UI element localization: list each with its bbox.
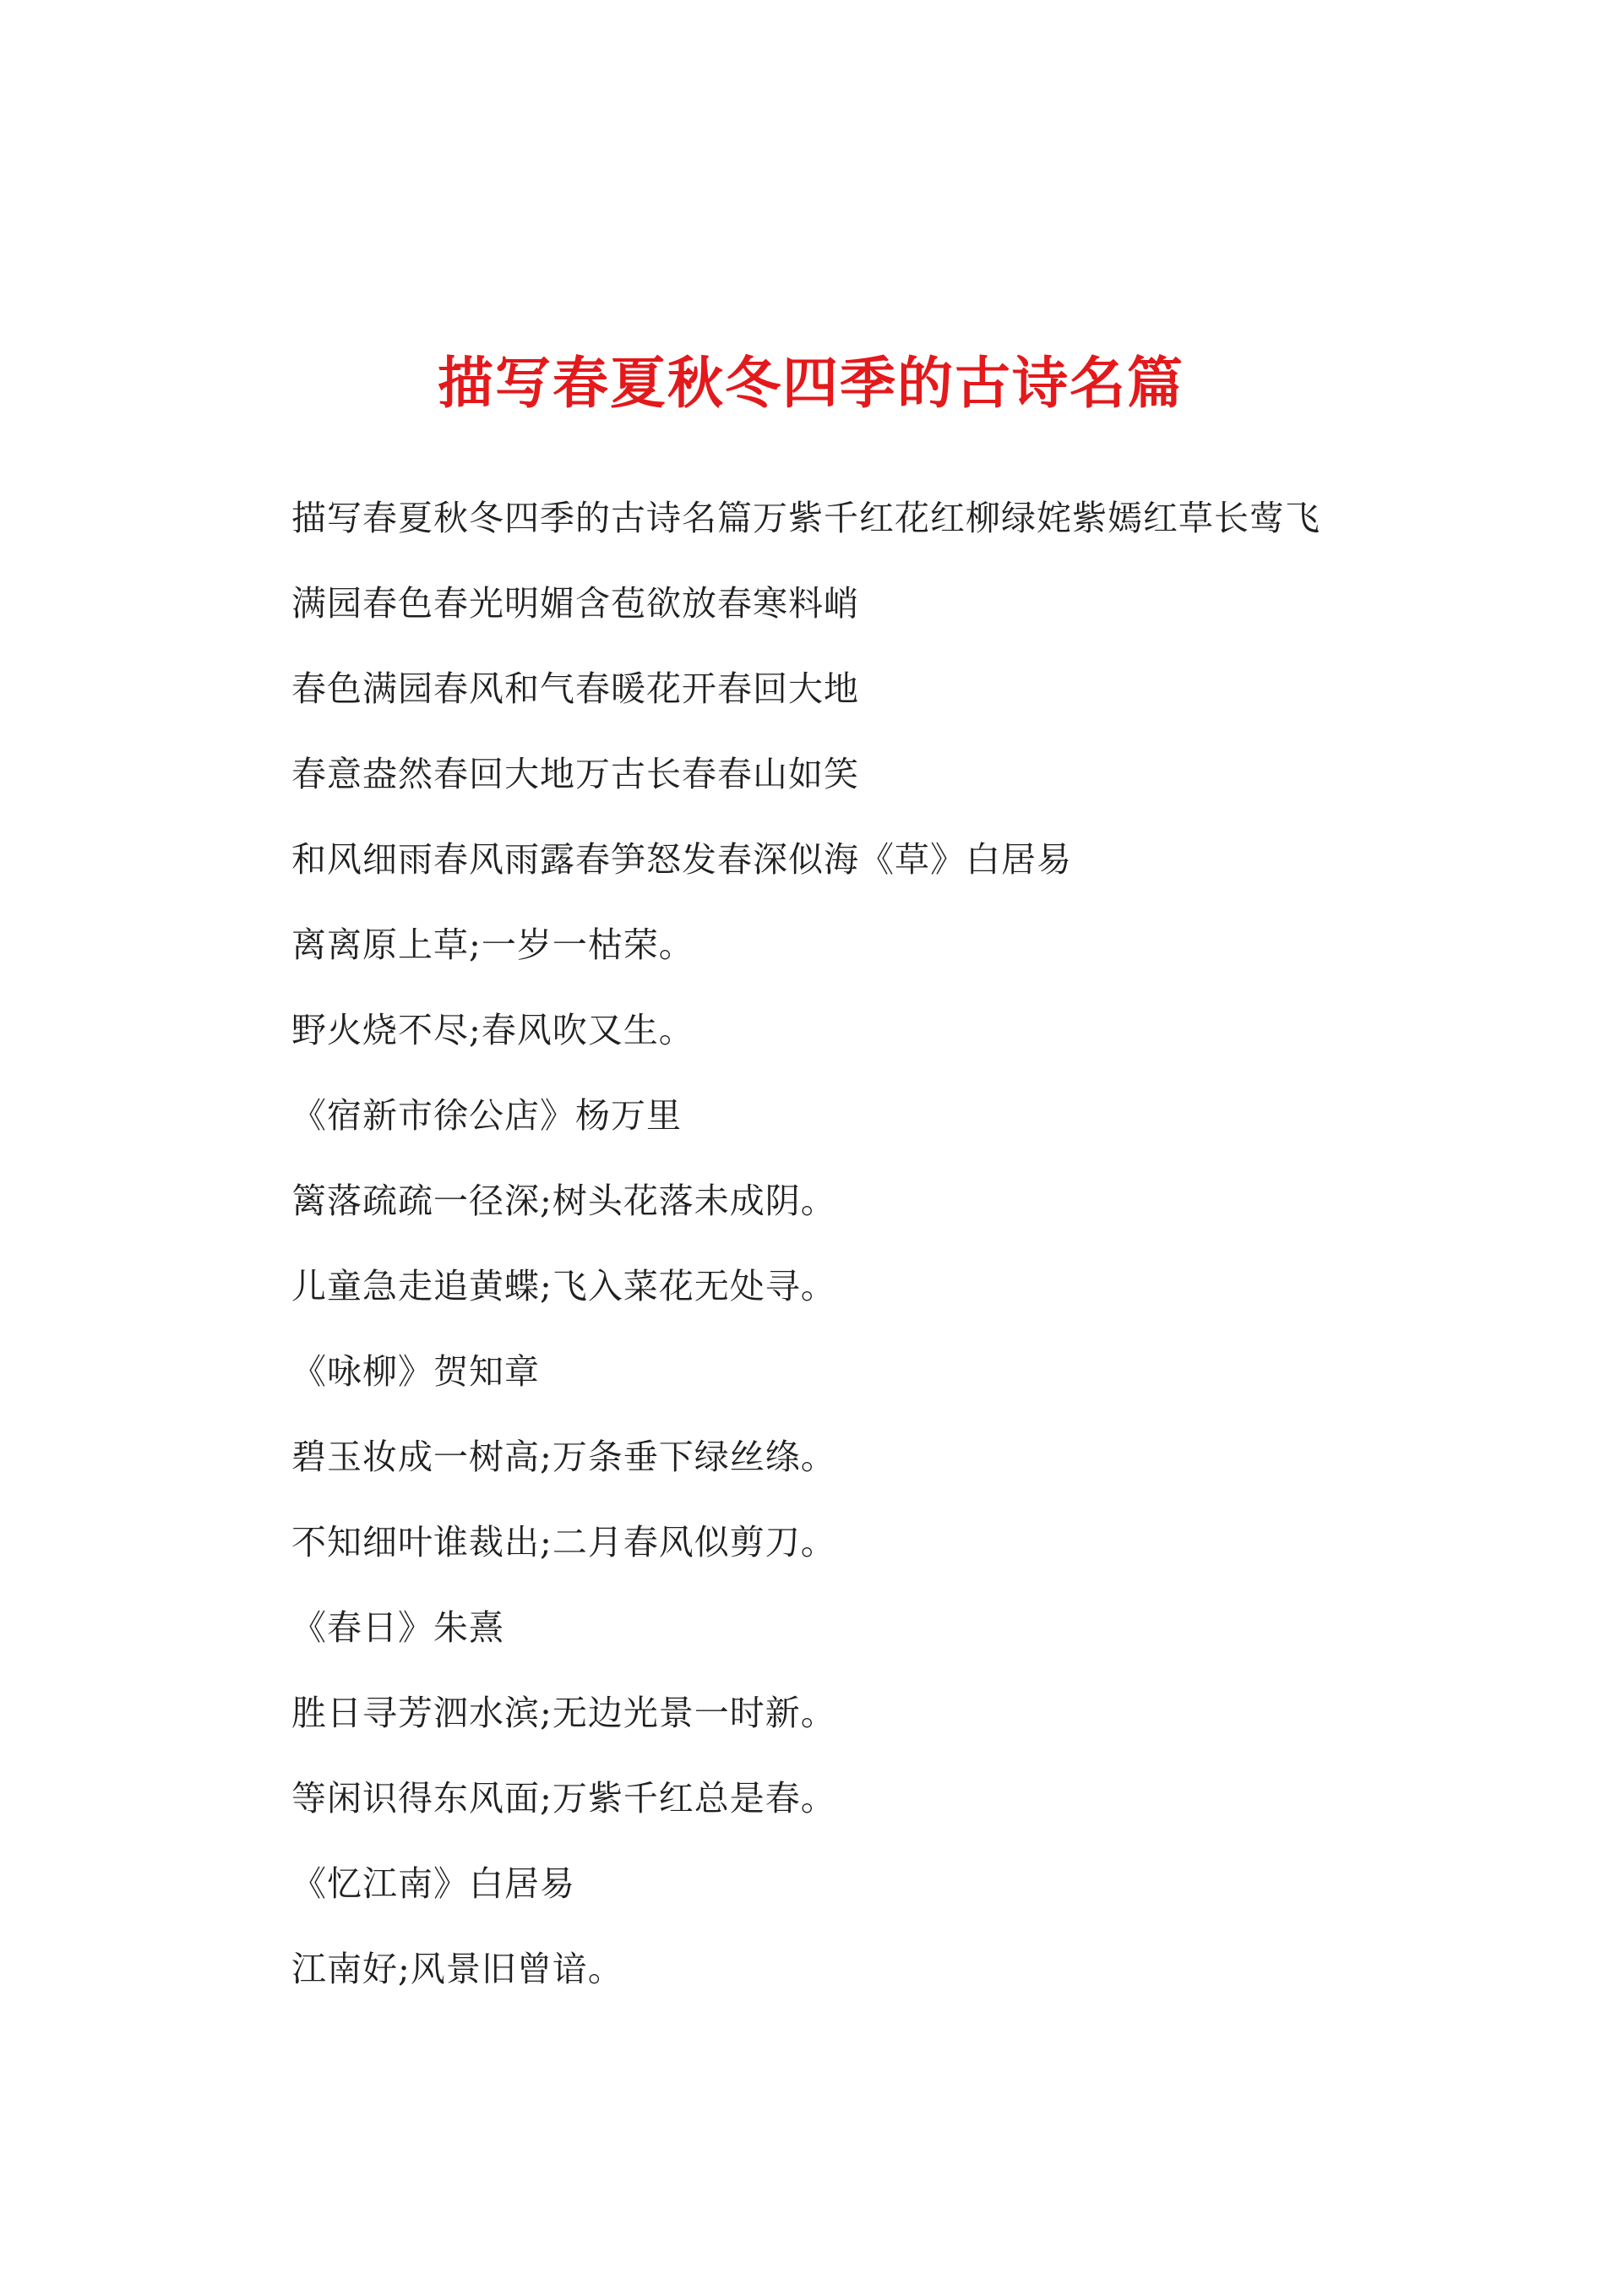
- poem-verse: 不知细叶谁裁出;二月春风似剪刀。: [291, 1522, 836, 1562]
- poem-verse: 篱落疏疏一径深;树头花落未成阴。: [291, 1181, 836, 1221]
- poem-verse: 儿童急走追黄蝶;飞入菜花无处寻。: [291, 1266, 836, 1306]
- poem-verse: 野火烧不尽;春风吹又生。: [291, 1010, 694, 1050]
- poem-verse: 碧玉妆成一树高;万条垂下绿丝绦。: [291, 1437, 836, 1477]
- text-line: 描写春夏秋冬四季的古诗名篇万紫千红花红柳绿姹紫嫣红草长莺飞: [291, 498, 1320, 538]
- text-line: 春意盎然春回大地万古长春春山如笑: [291, 754, 859, 794]
- poem-verse: 等闲识得东风面;万紫千红总是春。: [291, 1778, 836, 1819]
- poem-verse: 江南好;风景旧曾谙。: [291, 1949, 623, 1989]
- text-line: 满园春色春光明媚含苞欲放春寒料峭: [291, 583, 859, 624]
- poem-heading: 《宿新市徐公店》杨万里: [291, 1095, 682, 1136]
- poem-verse: 离离原上草;一岁一枯荣。: [291, 924, 694, 965]
- document-title: 描写春夏秋冬四季的古诗名篇: [438, 350, 1184, 416]
- poem-heading: 《忆江南》白居易: [291, 1863, 575, 1904]
- poem-verse: 胜日寻芳泗水滨;无边光景一时新。: [291, 1693, 836, 1733]
- poem-heading: 《咏柳》贺知章: [291, 1351, 540, 1392]
- poem-heading: 《春日》朱熹: [291, 1607, 504, 1648]
- poem-body: [291, 484, 1474, 2021]
- text-line: 春色满园春风和气春暖花开春回大地: [291, 668, 859, 709]
- text-line: 和风细雨春风雨露春笋怒发春深似海《草》白居易: [291, 839, 1072, 880]
